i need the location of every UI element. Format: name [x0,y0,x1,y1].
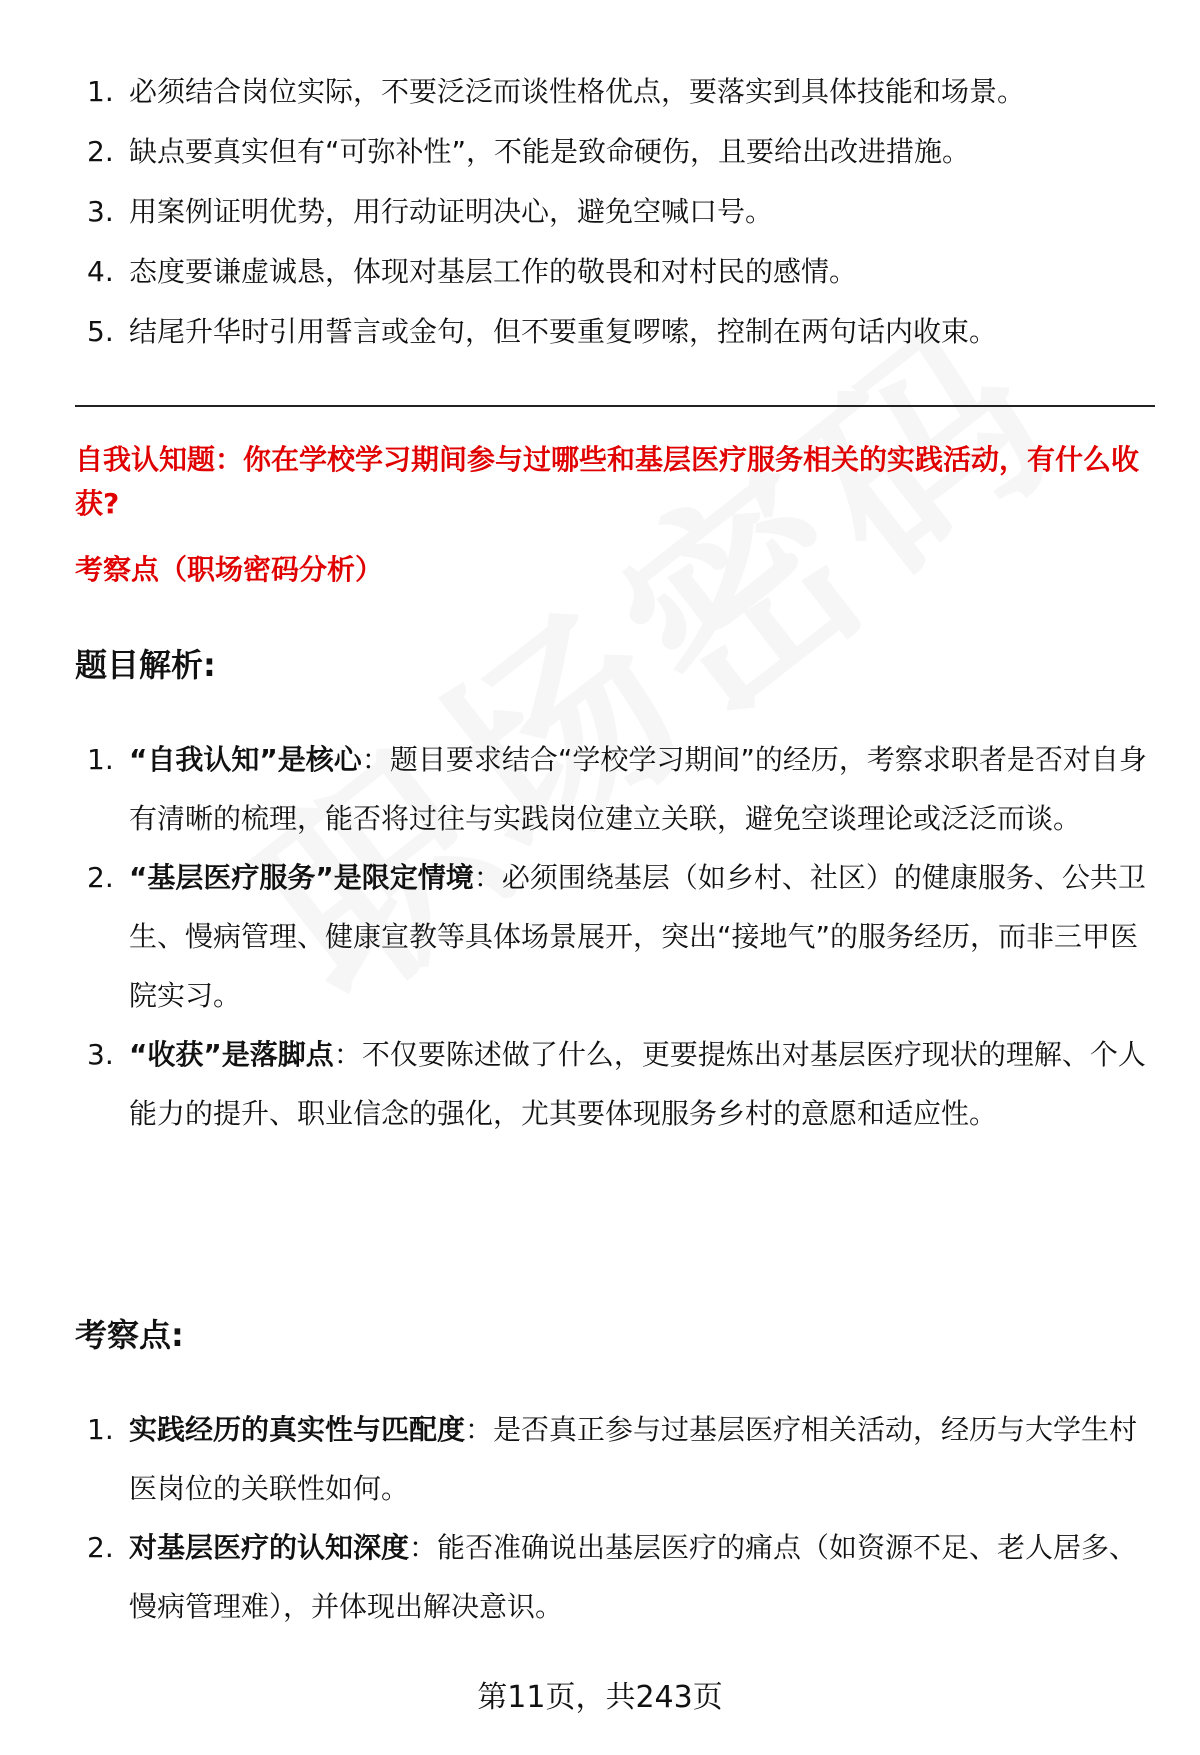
list-number: 2. [87,861,114,894]
list-text: ：是否真正参与过基层医疗相关活动，经历与大学生村医岗位的关联性如何。 [129,1413,1138,1505]
list-keyword: 实践经历的真实性与匹配度 [129,1413,466,1446]
points-heading: 考察点: [75,1316,184,1354]
list-item [75,1025,1155,1143]
list-keyword: “基层医疗服务”是限定情境 [129,861,474,894]
list-item [75,62,1155,122]
list-text: 结尾升华时引用誓言或金句，但不要重复啰嗦，控制在两句话内收束。 [129,315,998,348]
list-number: 3. [87,195,114,228]
list-text: ：不仅要陈述做了什么，更要提炼出对基层医疗现状的理解、个人能力的提升、职业信念的强化，尤其要体现服务乡村的意愿和适应性。 [129,1038,1146,1130]
list-number: 5. [87,315,114,348]
list-text: 缺点要真实但有“可弥补性”，不能是致命硬伤，且要给出改进措施。 [129,135,971,168]
points-list [75,1400,1155,1636]
list-item [75,122,1155,182]
list-number: 1. [87,1413,114,1446]
list-number: 3. [87,1038,114,1071]
list-number: 2. [87,1531,114,1564]
list-item [75,242,1155,302]
list-number: 1. [87,743,114,776]
list-item [75,1400,1155,1518]
analysis-list [75,730,1155,1143]
list-text: ：必须围绕基层（如乡村、社区）的健康服务、公共卫生、慢病管理、健康宣教等具体场景展开，突出“接地气”的服务经历，而非三甲医院实习。 [129,861,1146,1012]
list-item [75,730,1155,848]
list-number: 4. [87,255,114,288]
list-keyword: 对基层医疗的认知深度 [129,1531,410,1564]
question-title: 自我认知题：你在学校学习期间参与过哪些和基层医疗服务相关的实践活动，有什么收获? [75,443,1140,520]
list-keyword: “收获”是落脚点 [129,1038,334,1071]
list-item [75,302,1155,362]
analysis-heading: 题目解析: [75,646,216,684]
page-footer: 第11页，共243页 [477,1680,723,1715]
list-number: 1. [87,75,114,108]
list-item [75,848,1155,1025]
list-text: 用案例证明优势，用行动证明决心，避免空喊口号。 [129,195,774,228]
list-item [75,182,1155,242]
guideline-list [75,62,1155,362]
list-keyword: “自我认知”是核心 [129,743,362,776]
list-text: ：题目要求结合“学校学习期间”的经历，考察求职者是否对自身有清晰的梳理，能否将过往与实践岗位建立关联，避免空谈理论或泛泛而谈。 [129,743,1147,835]
list-item [75,1518,1155,1636]
list-text: 态度要谦虚诚恳，体现对基层工作的敬畏和对村民的感情。 [129,255,858,288]
list-number: 2. [87,135,114,168]
list-text: 必须结合岗位实际，不要泛泛而谈性格优点，要落实到具体技能和场景。 [129,75,1026,108]
exam-point-label: 考察点（职场密码分析） [75,553,384,586]
section-divider [75,405,1155,407]
list-text: ：能否准确说出基层医疗的痛点（如资源不足、老人居多、慢病管理难），并体现出解决意识。 [129,1531,1138,1623]
